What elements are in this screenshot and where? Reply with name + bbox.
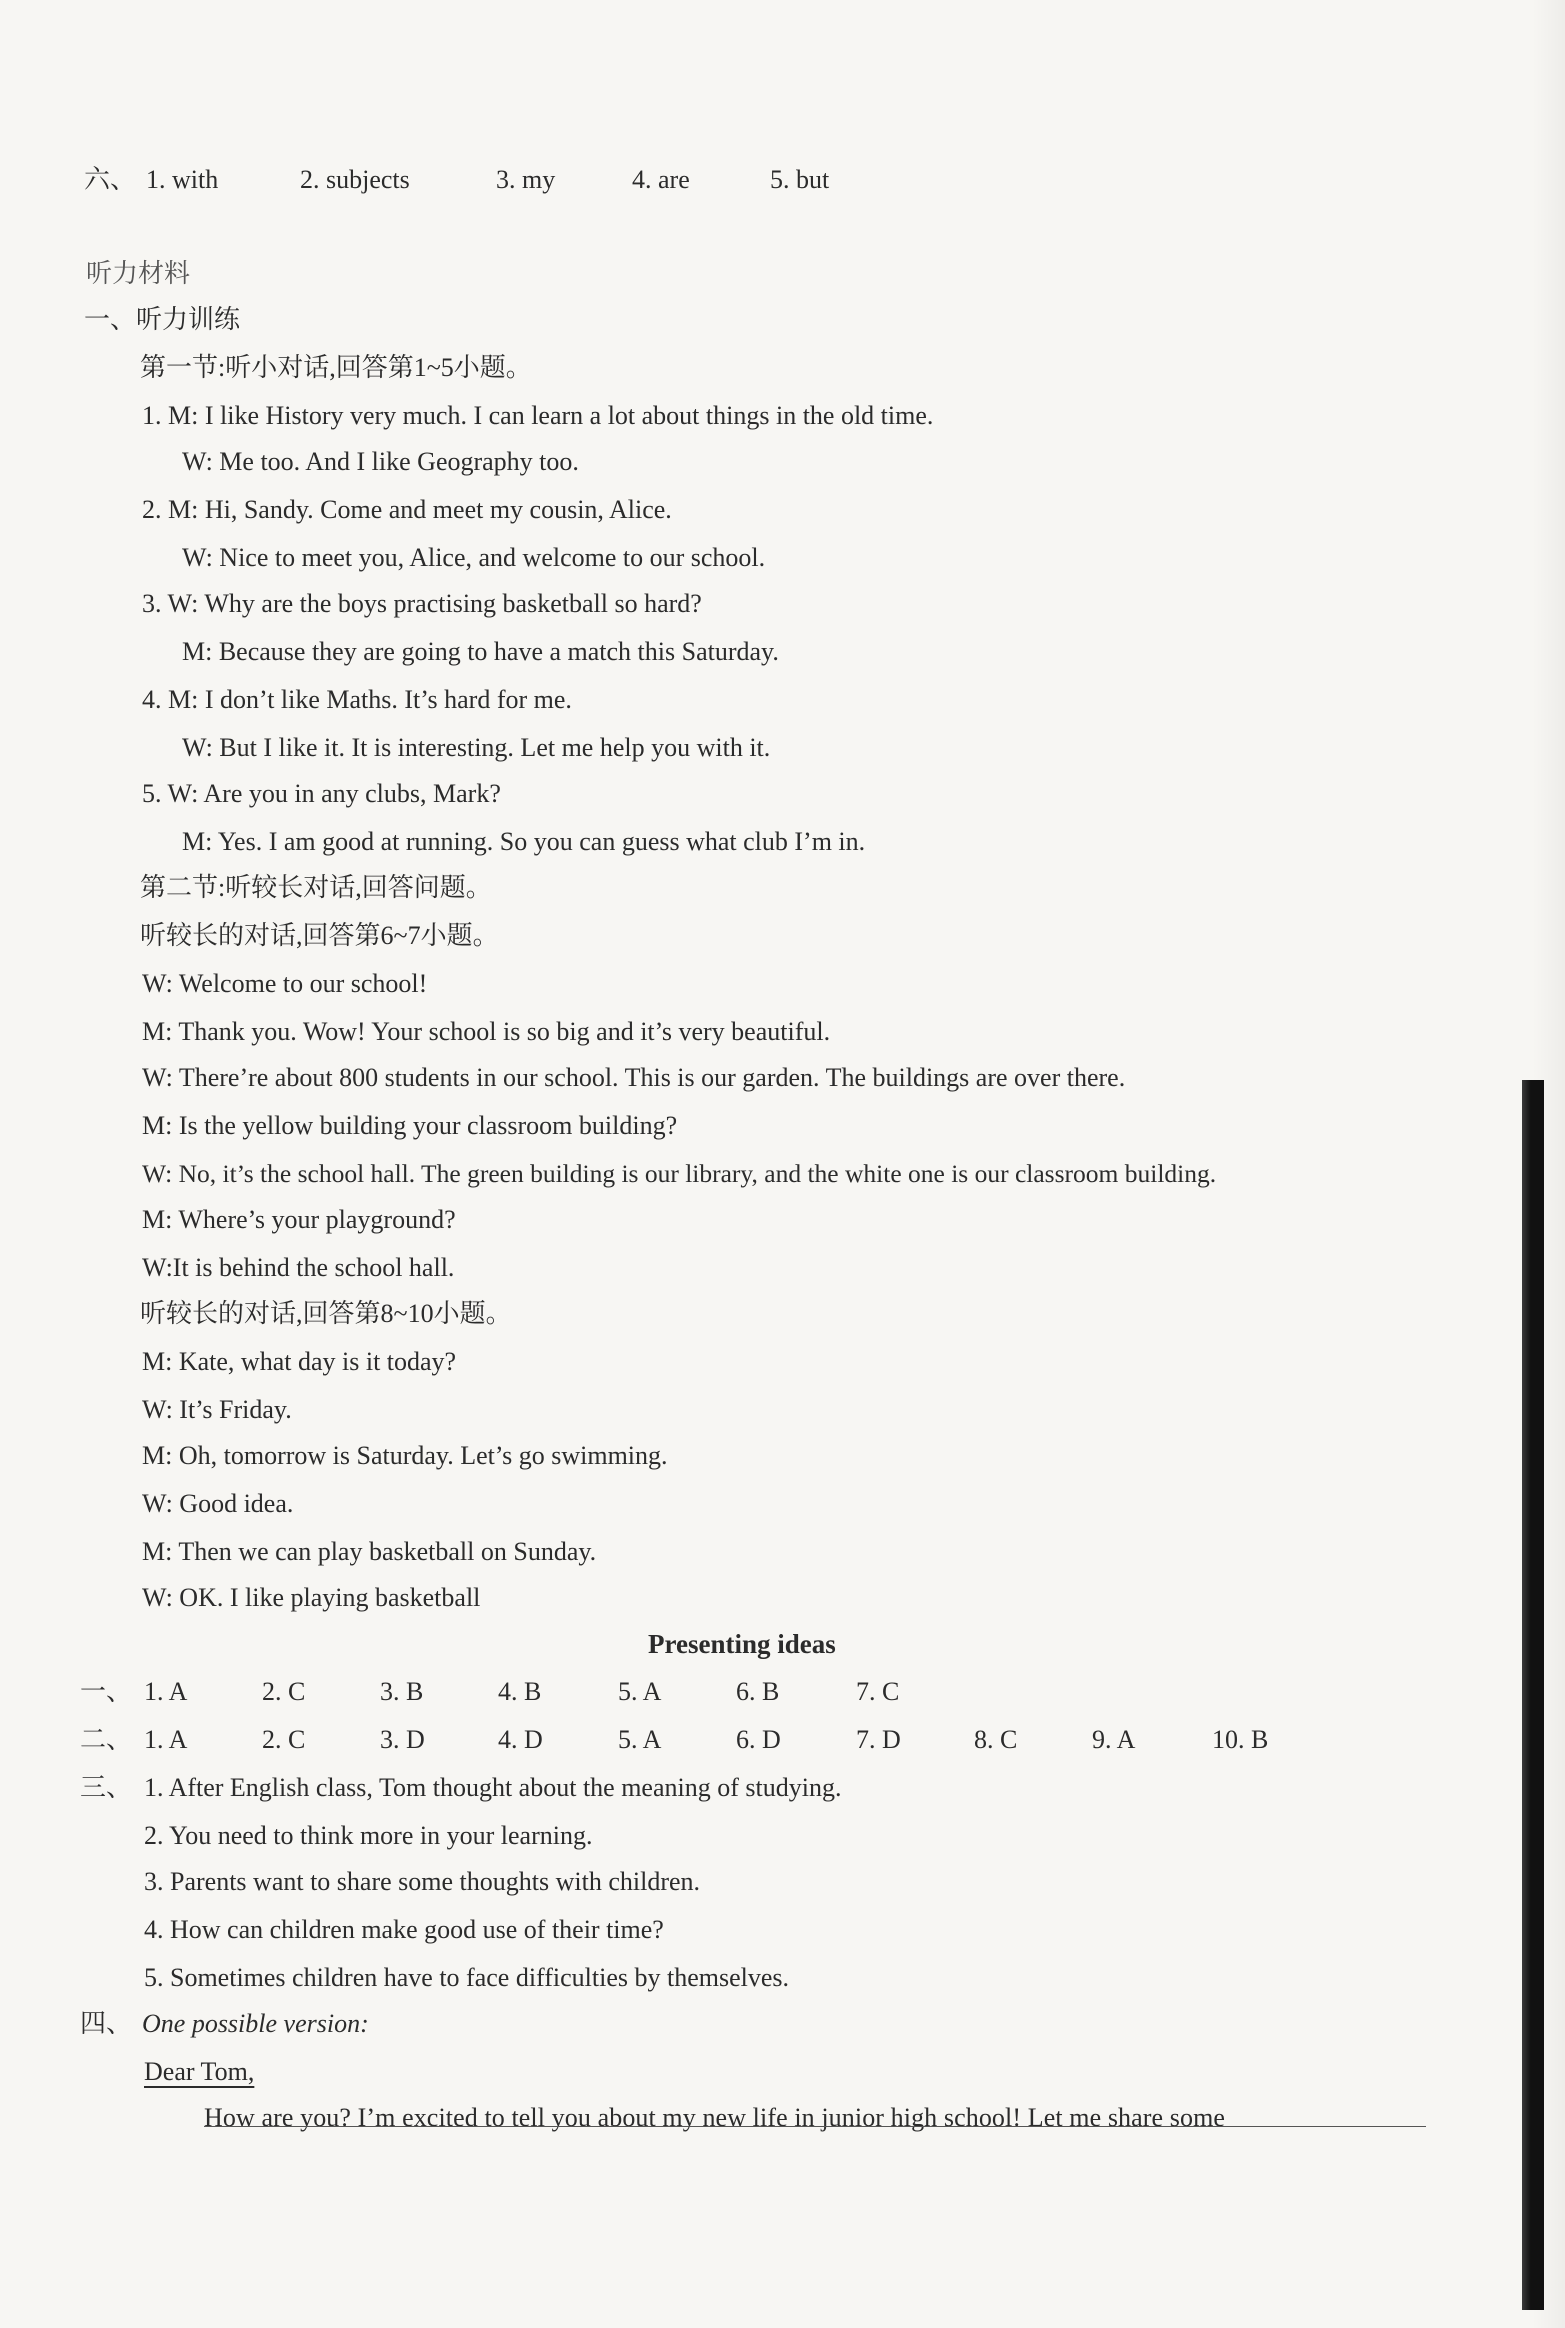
long-dialogue-line: W: It’s Friday. <box>142 1395 292 1424</box>
long-dialogue-line: M: Oh, tomorrow is Saturday. Let’s go swimming. <box>142 1441 668 1470</box>
part1-label: 一、 <box>80 1677 133 1706</box>
answer-item: 3. B <box>380 1677 424 1706</box>
section6-answer-5: 5. but <box>770 165 830 194</box>
part3-sentence: 3. Parents want to share some thoughts with children. <box>144 1867 701 1896</box>
answer-item: 4. B <box>498 1677 542 1706</box>
section1-title: 第一节:听小对话,回答第1~5小题。 <box>140 353 532 382</box>
part3-sentence: 2. You need to think more in your learning. <box>144 1821 593 1850</box>
section6-answer-2: 2. subjects <box>300 165 410 194</box>
long-dialogue-line: W: OK. I like playing basketball <box>142 1583 481 1612</box>
presenting-ideas-title: Presenting ideas <box>648 1629 836 1659</box>
long-dialogue-line: W: No, it’s the school hall. The green building is our library, and the white one is our classroom building. <box>142 1159 1217 1188</box>
answer-item: 6. D <box>736 1725 781 1754</box>
section6-label: 六、 <box>84 165 137 194</box>
answer-item: 7. C <box>856 1677 900 1706</box>
section6-answer-1: 1. with <box>146 165 219 194</box>
part3-sentence: 5. Sometimes children have to face difficulties by themselves. <box>144 1963 790 1992</box>
dialogue-line: M: Because they are going to have a match this Saturday. <box>182 637 779 666</box>
answer-item: 8. C <box>974 1725 1018 1754</box>
long-dialogue-line: M: Then we can play basketball on Sunday. <box>142 1537 597 1566</box>
dialogue-line: W: Nice to meet you, Alice, and welcome to our school. <box>182 543 766 572</box>
page-binding-edge <box>1522 1080 1544 2310</box>
dialogue-line: 2. M: Hi, Sandy. Come and meet my cousin, Alice. <box>142 495 672 524</box>
long-dialogue-1-title: 听较长的对话,回答第6~7小题。 <box>140 921 499 950</box>
section2-title: 第二节:听较长对话,回答问题。 <box>140 873 492 902</box>
part3-sentence: 1. After English class, Tom thought about the meaning of studying. <box>144 1773 842 1802</box>
section6-answer-3: 3. my <box>496 165 556 194</box>
answer-item: 2. C <box>262 1725 306 1754</box>
answer-item: 10. B <box>1212 1725 1269 1754</box>
long-dialogue-line: W: There’re about 800 students in our school. This is our garden. The buildings are over there. <box>142 1063 1126 1092</box>
answer-item: 5. A <box>618 1725 662 1754</box>
long-dialogue-line: M: Is the yellow building your classroom building? <box>142 1111 678 1140</box>
long-dialogue-line: W:It is behind the school hall. <box>142 1253 455 1282</box>
answer-item: 3. D <box>380 1725 425 1754</box>
long-dialogue-line: M: Thank you. Wow! Your school is so big and it’s very beautiful. <box>142 1017 831 1046</box>
part2-label: 二、 <box>80 1725 133 1754</box>
answer-item: 6. B <box>736 1677 780 1706</box>
writing-underline <box>204 2126 1426 2127</box>
letter-first-line: How are you? I’m excited to tell you about my new life in junior high school! Let me share some <box>204 2103 1226 2132</box>
dialogue-line: W: Me too. And I like Geography too. <box>182 447 579 476</box>
answer-item: 2. C <box>262 1677 306 1706</box>
part3-sentence: 4. How can children make good use of their time? <box>144 1915 664 1944</box>
answer-item: 1. A <box>144 1677 188 1706</box>
answer-item: 7. D <box>856 1725 901 1754</box>
answer-item: 9. A <box>1092 1725 1136 1754</box>
long-dialogue-line: W: Good idea. <box>142 1489 294 1518</box>
section6-answer-4: 4. are <box>632 165 690 194</box>
part3-label: 三、 <box>80 1773 133 1802</box>
dialogue-line: 4. M: I don’t like Maths. It’s hard for me. <box>142 685 572 714</box>
possible-version-label: One possible version: <box>142 2009 369 2038</box>
dialogue-line: 1. M: I like History very much. I can learn a lot about things in the old time. <box>142 401 934 430</box>
long-dialogue-line: M: Kate, what day is it today? <box>142 1347 457 1376</box>
listening-material-title: 听力材料 <box>86 259 191 288</box>
letter-greeting: Dear Tom, <box>144 2057 255 2086</box>
answer-item: 1. A <box>144 1725 188 1754</box>
listening-part1-title: 一、听力训练 <box>84 305 241 334</box>
long-dialogue-2-title: 听较长的对话,回答第8~10小题。 <box>140 1299 512 1328</box>
part4-label: 四、 <box>80 2009 133 2038</box>
dialogue-line: 5. W: Are you in any clubs, Mark? <box>142 779 501 808</box>
long-dialogue-line: W: Welcome to our school! <box>142 969 428 998</box>
answer-item: 5. A <box>618 1677 662 1706</box>
answer-item: 4. D <box>498 1725 543 1754</box>
long-dialogue-line: M: Where’s your playground? <box>142 1205 456 1234</box>
dialogue-line: 3. W: Why are the boys practising basketball so hard? <box>142 589 702 618</box>
dialogue-line: W: But I like it. It is interesting. Let me help you with it. <box>182 733 771 762</box>
dialogue-line: M: Yes. I am good at running. So you can guess what club I’m in. <box>182 827 866 856</box>
